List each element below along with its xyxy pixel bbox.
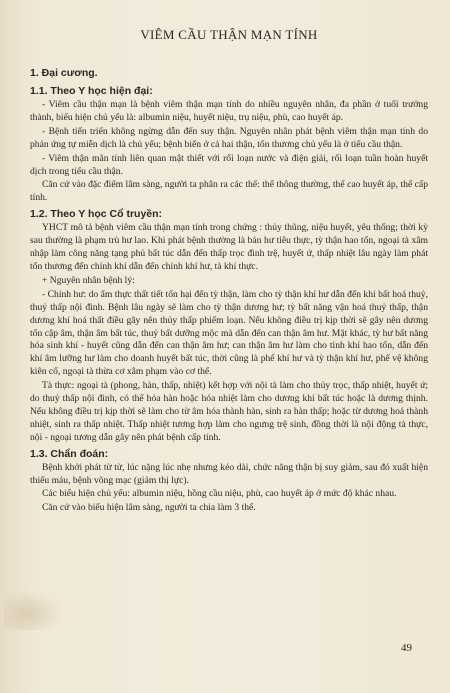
paragraph: Bệnh khởi phát từ từ, lúc nặng lúc nhẹ nhưng kéo dài, chức năng thận bị suy giảm, sau đó xuất hiện thiếu máu, bệnh võng mạc (giảm thị lực). [30,461,428,486]
paragraph: Tà thực: ngoại tà (phong, hàn, thấp, nhiệt) kết hợp với nội tà làm cho thủy trọc, thấp nhiệt, huyết ứ; do thuỷ thấp nội đình, có thể hóa hàn hoặc hóa nhiệt làm cho dương khí bất túc hoặc là dương thịnh. Nếu không điều trị kịp thời sẽ làm cho từ âm hóa thành hàn, sinh ra hàn thấp; hoặc từ dương hoá thành nhiệt, sinh ra thấp nhiệt. Thấp nhiệt tương hợp làm cho ngưng trệ sinh, đồng thời là nội động tà thực, nội - ngoại tương dẫn gây nên phát bệnh cấp tính. [30,380,428,443]
paragraph: - Chính hư: do ẩm thực thất tiết tổn hại đến tỳ thận, làm cho tỳ thận khí hư dẫn đến khí bất hoá thuỷ, thuỷ thấp nội đình. Bệnh lâu ngày sẽ làm cho tỳ thận dương hư; tỳ bất năng vận hoá thuỷ thấp, thận dương khí hoá thất điều gây nên thủy thấp phiếm loạn. Nếu không điều trị kịp thời sẽ gây nên dương tổn cập âm, thận âm bất túc, thuỷ bất dưỡng mộc mà dẫn đến can thận âm hư. Mặt khác, tỳ hư bất năng hóa sinh khí - huyết cũng dẫn đến can thận âm hư; can thận âm hư làm cho tinh khí hao tổn, dẫn đến khí âm lưỡng hư làm cho doanh huyết bất túc, thời cũng là phế khí hư và tỳ thận khí hư, phế vệ không kiên cố, ngoại tà thừa cơ xâm phạm vào cơ thể. [30,288,428,378]
section-1-1-heading: 1.1. Theo Y học hiện đại: [30,85,153,97]
section-1-heading: 1. Đại cương. [30,67,98,79]
paragraph: Căn cứ vào đặc điểm lâm sàng, người ta phân ra các thể: thể thông thường, thể cao huyết áp, thể cấp tính. [30,179,428,204]
paragraph: + Nguyên nhân bệnh lý: [42,274,135,286]
section-1-3-heading: 1.3. Chẩn đoán: [30,447,109,460]
paragraph: - Viêm thận mãn tính liên quan mật thiết với rối loạn nước và điện giải, rối loạn tuần hoàn huyết dịch trong tiểu cầu thận. [30,152,428,177]
paragraph: - Bệnh tiến triển không ngừng dẫn đến suy thận. Nguyên nhân phát bệnh viêm thận mạn tính do phản ứng tự miễn dịch là chủ yếu; bệnh biến ở cả hai thận, tổn thương chủ yếu là ở tiểu cầu thận. [30,125,428,150]
section-1-2-heading: 1.2. Theo Y học Cổ truyền: [30,208,163,221]
paragraph: YHCT mô tả bệnh viêm cầu thận mạn tính trong chứng : thủy thũng, niệu huyết, yêu thống; thời kỳ sau thường là phạm trù hư lao. Khi phát bệnh thường là bản hư tiêu thực, tỳ thận hao tổn, ngoại tà xâm nhập làm công năng tạng phủ bất túc dẫn đến thấp trọc đình trệ, huyết ứ, thấp nhiệt lâu ngày làm phát tổn thương đến chính khí dẫn đến chính khí hư, tà khí thực. [30,222,428,272]
page-title: VIÊM CẦU THẬN MẠN TÍNH [140,27,318,42]
paragraph: Căn cứ vào biểu hiện lâm sàng, người ta chia làm 3 thể. [42,502,256,514]
page-number: 49 [401,642,412,654]
paragraph: - Viêm cầu thận mạn là bệnh viêm thận mạn tính do nhiều nguyên nhân, đa phần ở tuổi trưởng thành, biểu hiện chủ yếu là: albumin niệu, huyết niệu, trụ niệu, phù, cao huyết áp. [30,99,428,123]
paper-stain [4,590,64,630]
paragraph: Các biểu hiện chủ yếu: albumin niệu, hồng cầu niệu, phù, cao huyết áp ở mức độ khác nhau. [42,488,397,500]
